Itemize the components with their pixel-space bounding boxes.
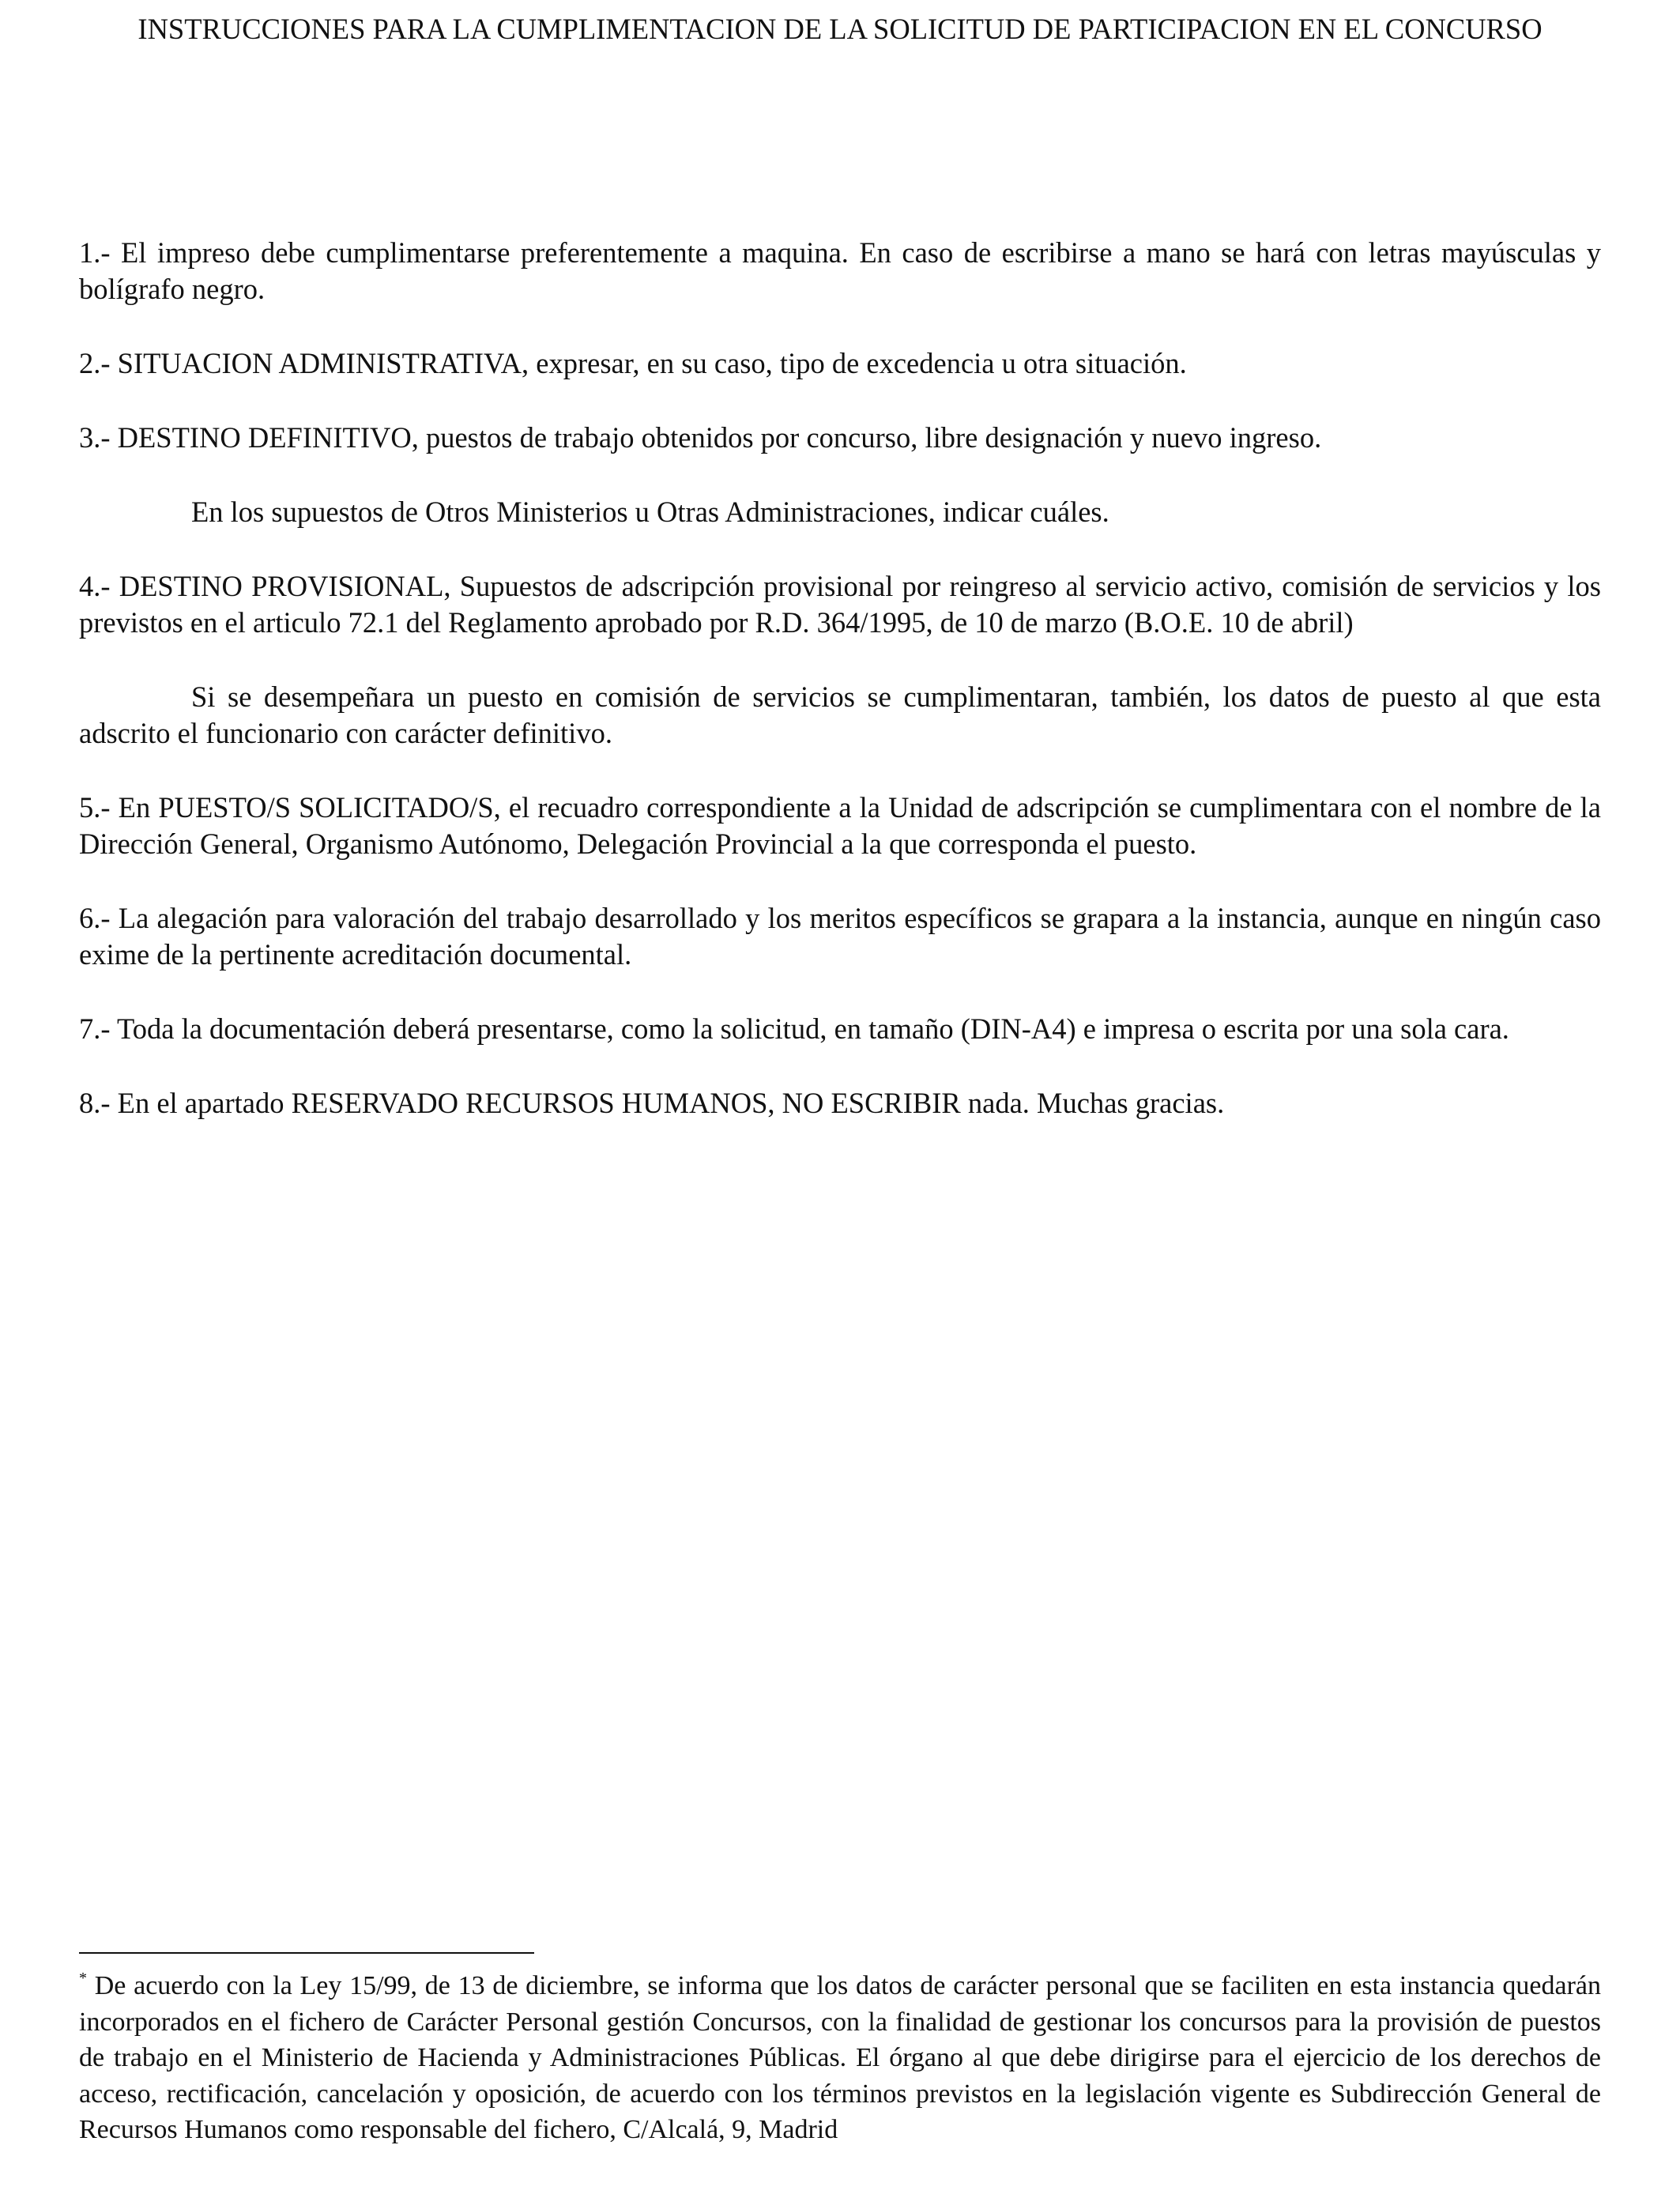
instruction-5: 5.- En PUESTO/S SOLICITADO/S, el recuadro correspondiente a la Unidad de adscripción se cumplimentara con el nombre de la Dirección General, Organismo Autónomo, Delegación Provincial a la que corresponda el puesto. <box>79 791 1601 860</box>
instruction-6: 6.- La alegación para valoración del trabajo desarrollado y los meritos específicos se grapara a la instancia, aunque en ningún caso exime de la pertinente acreditación documental. <box>79 902 1601 971</box>
footnote-text: De acuerdo con la Ley 15/99, de 13 de diciembre, se informa que los datos de carácter personal que se faciliten en esta instancia quedarán incorporados en el fichero de Carácter Personal gestión Concursos, con la finalidad de gestionar los concursos para la provisión de puestos de trabajo en el Ministerio de Hacienda y Administraciones Públicas. El órgano al que debe dirigirse para el ejercicio de los derechos de acceso, rectificación, cancelación y oposición, de acuerdo con los términos previstos en la legislación vigente es Subdirección General de Recursos Humanos como responsable del fichero, C/Alcalá, 9, Madrid <box>79 1971 1601 2144</box>
footnote-marker: * <box>79 1970 87 1987</box>
footnote <box>79 1968 1601 2148</box>
instruction-4-note: Si se desempeñara un puesto en comisión de servicios se cumplimentaran, también, los datos de puesto al que esta adscrito el funcionario con carácter definitivo. <box>79 680 1601 749</box>
instructions-body <box>79 235 1601 1159</box>
document-title: INSTRUCCIONES PARA LA CUMPLIMENTACION DE LA SOLICITUD DE PARTICIPACION EN EL CONCURSO <box>137 13 1543 45</box>
footnote-separator <box>79 1952 534 1954</box>
instruction-2: 2.- SITUACION ADMINISTRATIVA, expresar, en su caso, tipo de excedencia u otra situación. <box>79 347 1187 379</box>
instruction-8: 8.- En el apartado RESERVADO RECURSOS HUMANOS, NO ESCRIBIR nada. Muchas gracias. <box>79 1087 1225 1119</box>
instruction-3: 3.- DESTINO DEFINITIVO, puestos de trabajo obtenidos por concurso, libre designación y nuevo ingreso. <box>79 421 1322 454</box>
instruction-7: 7.- Toda la documentación deberá presentarse, como la solicitud, en tamaño (DIN-A4) e impresa o escrita por una sola cara. <box>79 1012 1509 1045</box>
instruction-3-note: En los supuestos de Otros Ministerios u Otras Administraciones, indicar cuáles. <box>191 496 1109 528</box>
instruction-4: 4.- DESTINO PROVISIONAL, Supuestos de adscripción provisional por reingreso al servicio activo, comisión de servicios y los previstos en el articulo 72.1 del Reglamento aprobado por R.D. 364/1995, de 10 de marzo (B.O.E. 10 de abril) <box>79 570 1601 639</box>
instruction-1: 1.- El impreso debe cumplimentarse preferentemente a maquina. En caso de escribirse a mano se hará con letras mayúsculas y bolígrafo negro. <box>79 236 1601 305</box>
